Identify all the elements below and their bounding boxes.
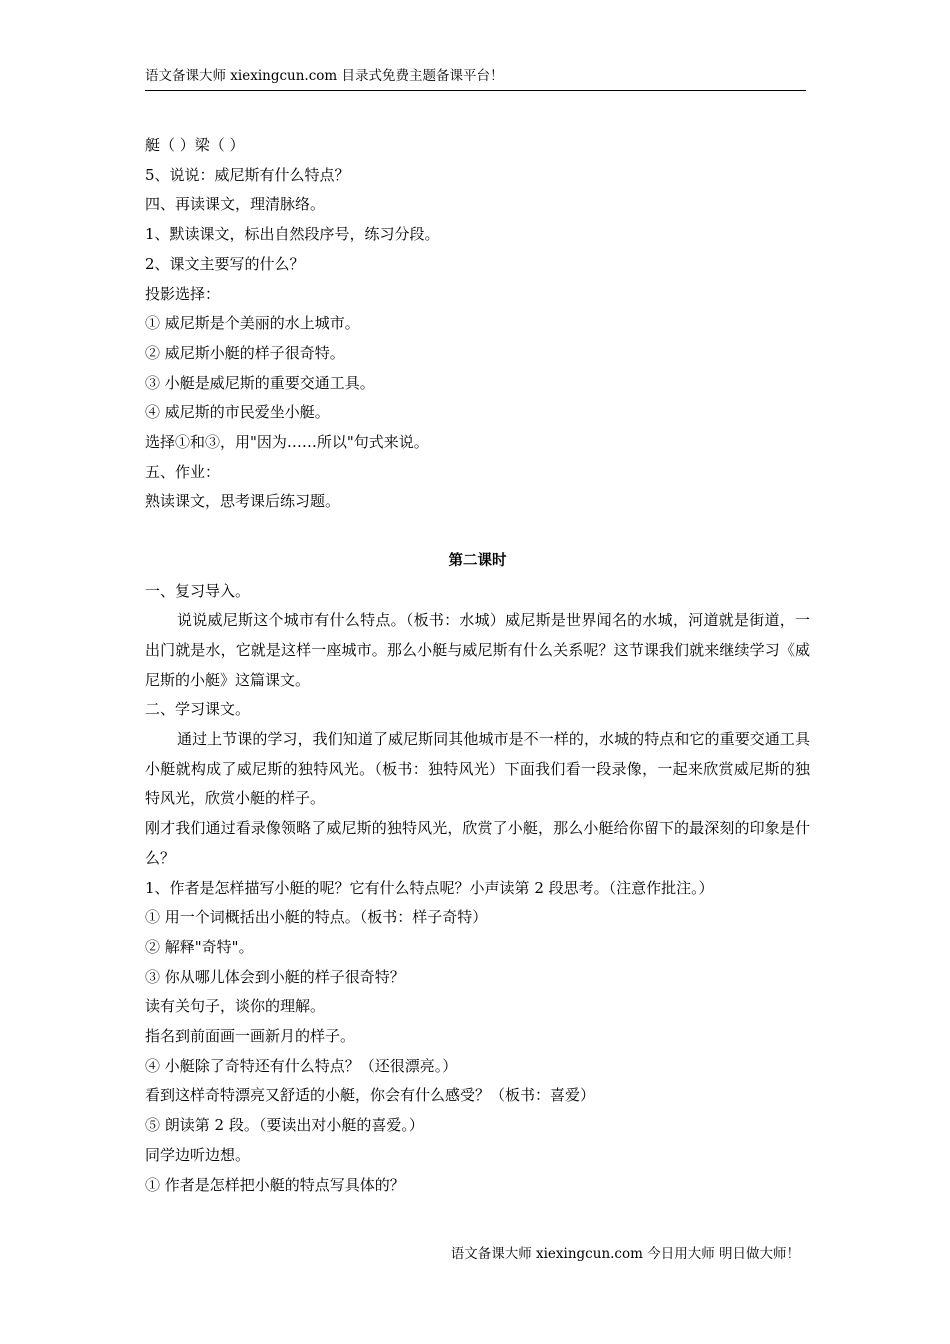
text-line: 四、再读课文，理清脉络。: [145, 195, 326, 214]
text-line: 熟读课文，思考课后练习题。: [145, 492, 341, 511]
section-title: 第二课时: [448, 552, 507, 569]
text-line: 看到这样奇特漂亮又舒适的小艇，你会有什么感受？（板书：喜爱）: [145, 1086, 596, 1105]
text-line: 2、课文主要写的什么？: [145, 254, 305, 273]
text-line: ④ 威尼斯的市民爱坐小艇。: [145, 403, 330, 422]
impression-paragraph: 刚才我们通过看录像领略了威尼斯的独特风光，欣赏了小艇，那么小艇给你留下的最深刻的印象是什么？: [145, 819, 810, 867]
text-line: ① 威尼斯是个美丽的水上城市。: [145, 314, 360, 333]
text-line: ⑤ 朗读第 2 段。（要读出对小艇的喜爱。）: [145, 1116, 424, 1135]
text-line: ② 解释"奇特"。: [145, 937, 254, 956]
text-line: 指名到前面画一画新月的样子。: [145, 1027, 356, 1046]
review-paragraph: 说说威尼斯这个城市有什么特点。（板书：水城）威尼斯是世界闻名的水城，河道就是街道，一出门就是水，它就是这样一座城市。那么小艇与威尼斯有什么关系呢？这节课我们就来继续学习《威尼斯的小艇》这篇课文。: [145, 611, 810, 689]
page-header: [145, 66, 806, 91]
text-line: 5、说说：威尼斯有什么特点？: [145, 165, 350, 184]
footer-text: 语文备课大师 xiexingcun.com 今日用大师 明日做大师！: [450, 1246, 800, 1262]
text-line: 1、默读课文，标出自然段序号，练习分段。: [145, 225, 440, 244]
text-line: 读有关句子，谈你的理解。: [145, 997, 326, 1016]
text-line: 五、作业：: [145, 462, 221, 481]
text-line: 投影选择：: [145, 284, 221, 303]
text-line: 艇（ ）梁（ ）: [145, 136, 245, 154]
text-line: ① 用一个词概括出小艇的特点。（板书：样子奇特）: [145, 908, 488, 927]
page-footer: [451, 1244, 800, 1264]
header-text: 语文备课大师 xiexingcun.com 目录式免费主题备课平台！: [145, 68, 504, 84]
text-line: 选择①和③，用"因为……所以"句式来说。: [145, 433, 429, 452]
text-line: ① 作者是怎样把小艇的特点写具体的？: [145, 1175, 405, 1194]
text-line: ② 威尼斯小艇的样子很奇特。: [145, 343, 345, 362]
text-line: 1、作者是怎样描写小艇的呢？它有什么特点呢？小声读第 2 段思考。（注意作批注。）: [145, 878, 714, 897]
review-heading: 一、复习导入。: [145, 581, 251, 600]
text-line: 同学边听边想。: [145, 1145, 251, 1164]
document-body: [145, 131, 810, 1200]
text-line: ③ 小艇是威尼斯的重要交通工具。: [145, 373, 375, 392]
text-line: ③ 你从哪儿体会到小艇的样子很奇特？: [145, 967, 405, 986]
study-heading: 二、学习课文。: [145, 700, 251, 719]
study-paragraph: 通过上节课的学习，我们知道了威尼斯同其他城市是不一样的，水城的特点和它的重要交通工具小艇就构成了威尼斯的独特风光。（板书：独特风光）下面我们看一段录像，一起来欣赏威尼斯的独特风光，欣赏小艇的样子。: [145, 730, 810, 808]
text-line: ④ 小艇除了奇特还有什么特点？（还很漂亮。）: [145, 1056, 458, 1075]
